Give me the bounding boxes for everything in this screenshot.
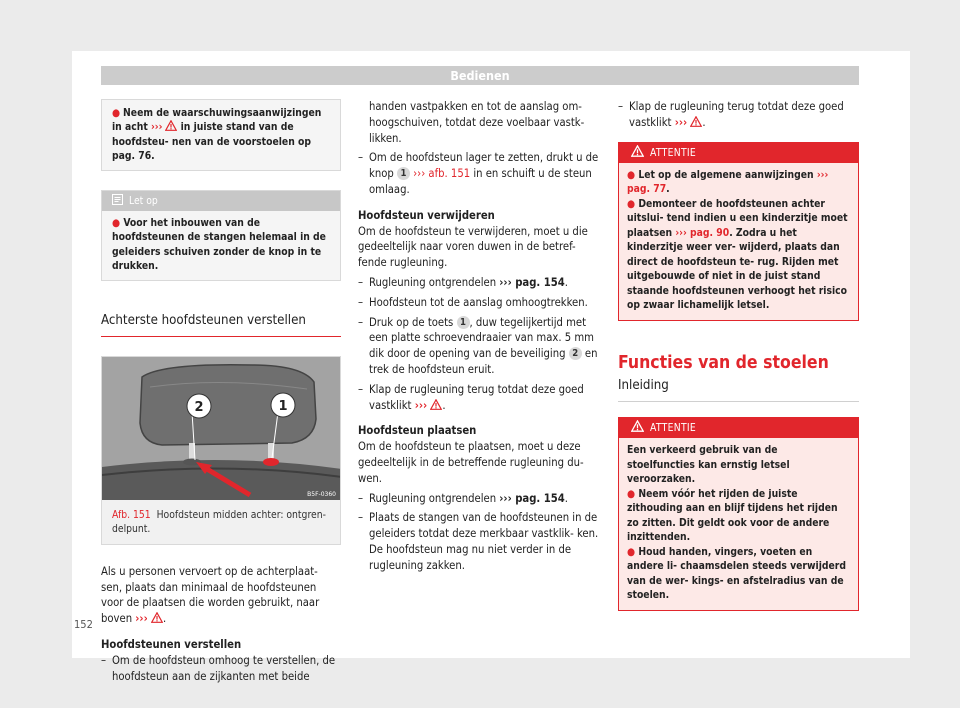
link-arrows[interactable]: ››› (414, 398, 428, 412)
figure-151 (101, 356, 341, 545)
step: – Hoofdsteun tot de aanslag omhoogtrekken. (358, 295, 601, 311)
subheading: Hoofdsteunen verstellen (101, 637, 242, 651)
attention-body (619, 438, 858, 610)
subheading: Hoofdsteun plaatsen (358, 424, 477, 438)
column-2 (358, 99, 601, 574)
link-arrows[interactable]: ››› (150, 121, 163, 134)
section-header: Bedienen (101, 66, 859, 85)
number-badge: 2 (569, 347, 582, 360)
step: – Om de hoofdsteun lager te zetten, drukt u de knop 1 ››› afb. 151 in en schuift u de steun omlaag. (358, 150, 601, 197)
attention-title: ATTENTIE (650, 146, 697, 159)
subheading: Hoofdsteun verwijderen (358, 208, 495, 222)
bullet-icon: ● (112, 107, 121, 119)
headrest-illustration (102, 357, 340, 500)
number-badge: 1 (397, 167, 410, 180)
number-badge: 1 (457, 316, 470, 329)
attention-item: ● Houd handen, vingers, voeten en andere li- chaamsdelen steeds verwijderd van de wer- kings- en afstelradius van de stoelen. (627, 545, 846, 602)
column-1 (101, 99, 341, 684)
chapter-title: Functies van de stoelen (618, 352, 829, 373)
attention-box-1 (618, 142, 859, 321)
warning-text: Neem de waarschuwingsaanwijzingen in acht (112, 107, 322, 134)
step: – Rugleuning ontgrendelen ››› pag. 154. (358, 491, 601, 507)
attention-header (619, 418, 858, 438)
warning-triangle-icon (690, 116, 702, 127)
warning-triangle-icon (165, 120, 177, 131)
step: – Plaats de stangen van de hoofdsteunen in de geleiders totdat deze merkbaar vastklik- ken. De hoofdsteun mag nu niet verder in de rugleuning zakken. (358, 510, 601, 573)
attention-box-2 (618, 417, 859, 611)
link-arrows[interactable]: ››› (674, 115, 688, 129)
callout-2: 2 (194, 400, 204, 416)
page-link[interactable]: ››› pag. 90 (675, 226, 730, 239)
caption-text: Hoofdsteun midden achter: ontgren- delpunt. (112, 509, 326, 536)
info-icon (112, 194, 123, 205)
section-title: Inleiding (618, 378, 859, 402)
page-link[interactable]: ››› pag. 154 (499, 275, 565, 289)
warning-triangle-icon (430, 399, 442, 410)
step: – Druk op de toets 1 , duw tegelijkertijd met een platte schroevendraaier van max. 5 mm dik door de opening van de beveiliging 2 en trek de hoofdsteun eruit. (358, 315, 601, 378)
step: – Om de hoofdsteun omhoog te verstellen, de hoofdsteun aan de zijkanten met beide (101, 653, 341, 685)
attention-body (619, 163, 858, 320)
figure-caption (102, 500, 340, 544)
attention-title: ATTENTIE (650, 422, 697, 435)
warning-triangle-icon (631, 145, 644, 157)
attention-header (619, 143, 858, 163)
attention-item: ● Neem vóór het rijden de juiste zithouding aan en blijf tijdens het rijden zo zitten. Dit geldt ook voor de andere inzittenden. (627, 487, 838, 544)
attention-item: ● Let op de algemene aanwijzingen ››› pag. 77. (627, 168, 829, 196)
paragraph-1: Als u personen vervoert op de achterplaat- sen, plaats dan minimaal de hoofdsteunen voor de plaatsen die worden gebruikt, naar boven ››› . (101, 564, 320, 626)
column-3 (618, 99, 859, 611)
paragraph: Om de hoofdsteun te verwijderen, moet u die gedeeltelijk naar voren duwen in de betref- fende rugleuning. (358, 224, 588, 270)
attention-item: ● Demonteer de hoofdsteunen achter uitslui- tend indien u een kinderzitje moet plaatsen ››› pag. 90. Zodra u het kinderzitje weer ver- wijderd, plaats dan direct de hoofdsteun te- rug. Rijden met uitgebouwde of niet in de juist stand staande hoofdsteunen verhoogt het risico op zwaar lichamelijk letsel. (627, 197, 848, 312)
step-continued: handen vastpakken en tot de aanslag om- hoogschuiven, totdat deze voelbaar vastk- likken. (369, 100, 585, 145)
step: – Klap de rugleuning terug totdat deze goed vastklikt ››› . (358, 382, 601, 414)
figure-code: B5F-0360 (307, 491, 336, 499)
tip-box (101, 190, 341, 281)
tip-body: ● Voor het inbouwen van de hoofdsteunen de stangen helemaal in de geleiders schuiven zonder de knop in te drukken. (112, 217, 326, 273)
section-title: Achterste hoofdsteunen verstellen (101, 313, 341, 337)
tip-text: Voor het inbouwen van de hoofdsteunen de stangen helemaal in de geleiders schuiven zonder de knop in te drukken. (112, 217, 326, 273)
page-link[interactable]: ››› pag. 154 (499, 491, 565, 505)
figure-label: Afb. 151 (112, 509, 151, 522)
attention-text: Een verkeerd gebruik van de stoelfuncties kan ernstig letsel veroorzaken. (627, 444, 790, 486)
callout-1: 1 (278, 399, 288, 415)
tip-header (102, 191, 340, 211)
warning-triangle-icon (631, 420, 644, 432)
link-arrows[interactable]: ››› (135, 612, 148, 626)
tip-title: Let op (129, 195, 158, 208)
step: – Klap de rugleuning terug totdat deze goed vastklikt ››› . (618, 99, 859, 131)
figure-link[interactable]: ››› afb. 151 (413, 167, 471, 181)
paragraph: Om de hoofdsteun te plaatsen, moet u deze gedeeltelijk in de betreffende rugleuning du- wen. (358, 440, 584, 485)
step: – Rugleuning ontgrendelen ››› pag. 154. (358, 275, 601, 291)
warning-triangle-icon (151, 612, 163, 623)
page-number: 152 (74, 618, 93, 631)
warning-note (101, 99, 341, 171)
warning-text-2: in juiste stand van de hoofdsteu- nen van de voorstoelen op pag. 76. (112, 121, 312, 162)
headrest-photo (102, 357, 340, 500)
page-link[interactable]: ››› pag. 77 (627, 168, 829, 196)
